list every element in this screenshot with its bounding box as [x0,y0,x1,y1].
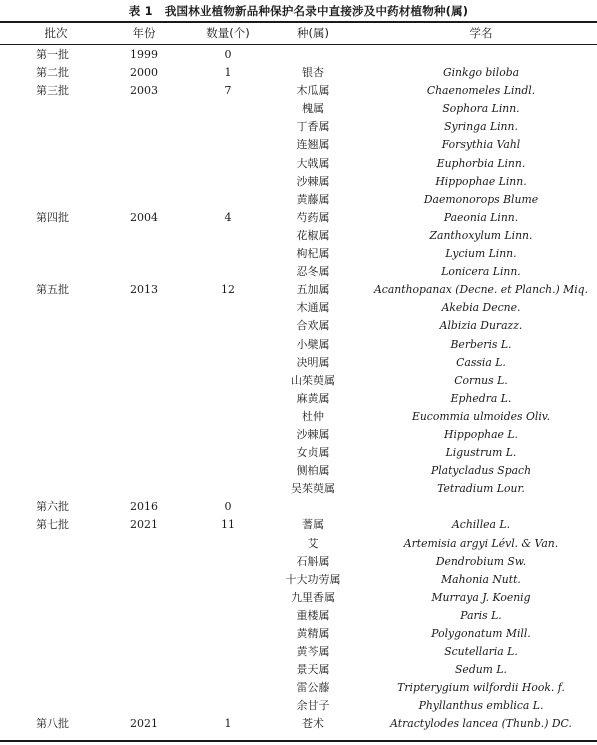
cell-genus: 银杏 [302,66,324,80]
header-rule [0,44,597,45]
cell-scientific-name: Syringa Linn. [444,120,518,134]
cell-year [118,390,170,408]
cell-genus: 沙棘属 [296,427,330,441]
cell-year [118,589,170,607]
cell-scientific-name: Hippophae Linn. [435,174,527,188]
cell-count [203,625,253,643]
cell-scientific-name: Mahonia Nutt. [441,572,521,586]
cell-count [203,100,253,118]
cell-year: 1999 [130,48,158,61]
cell-count [203,155,253,173]
cell-genus: 女贞属 [296,446,330,460]
cell-count [203,462,253,480]
cell-scientific-name: Cornus L. [454,373,508,387]
cell-genus: 黄芩属 [296,645,330,659]
cell-scientific-name: Albizia Durazz. [439,319,523,333]
cell-count [203,118,253,136]
table-caption [0,3,597,19]
cell-scientific-name: Forsythia Vahl [441,138,521,152]
table-row [0,191,597,209]
cell-count [203,372,253,390]
cell-count [203,354,253,372]
cell-count: 0 [224,48,232,61]
table-row [0,136,597,154]
cell-count: 1 [224,717,232,731]
cell-year [118,317,170,335]
cell-genus: 木瓜属 [296,84,330,98]
cell-year [118,245,170,263]
cell-count [203,299,253,317]
table-row [0,317,597,335]
table-row [0,661,597,679]
cell-scientific-name: Zanthoxylum Linn. [429,228,533,242]
cell-count [203,679,253,697]
cell-scientific-name: Chaenomeles Lindl. [426,84,536,98]
cell-scientific-name: Eucommia ulmoides Oliv. [411,409,551,423]
cell-genus: 木通属 [296,301,330,315]
cell-count [203,589,253,607]
cell-year: 2021 [130,518,158,532]
table-row [0,679,597,697]
table-row [0,82,597,100]
cell-genus: 石斛属 [296,554,330,568]
cell-count [203,227,253,245]
cell-count [203,697,253,715]
cell-scientific-name: Sophora Linn. [442,102,520,116]
table-row [0,281,597,299]
cell-count [203,607,253,625]
cell-batch: 第四批 [36,210,69,224]
cell-batch: 第一批 [36,48,69,61]
table-row [0,607,597,625]
cell-scientific-name: Achillea L. [451,518,511,532]
cell-year [118,679,170,697]
cell-year [118,408,170,426]
table-row [0,299,597,317]
table-row [0,643,597,661]
cell-genus: 艾 [307,536,319,550]
cell-batch: 第七批 [36,518,69,532]
cell-genus: 雷公藤 [296,681,330,695]
cell-count [203,643,253,661]
cell-scientific-name: Hippophae L. [444,427,518,441]
cell-genus: 山茱萸属 [291,373,335,387]
cell-scientific-name: Ligustrum L. [445,446,517,460]
cell-year [118,462,170,480]
cell-scientific-name: Paeonia Linn. [443,210,519,224]
cell-scientific-name: Sedum L. [455,663,507,677]
table-body [0,46,597,734]
cell-genus: 麻黄属 [296,391,330,405]
cell-scientific-name: Artemisia argyi Lévl. & Van. [403,536,559,550]
cell-genus: 吴茱萸属 [291,482,335,496]
table-row [0,426,597,444]
cell-year [118,444,170,462]
cell-genus: 九里香属 [291,590,335,604]
cell-scientific-name: Atractylodes lancea (Thunb.) DC. [390,717,572,731]
table-row [0,64,597,82]
cell-count [203,136,253,154]
cell-year [118,100,170,118]
cell-year: 2016 [130,500,158,514]
cell-scientific-name: Polygonatum Mill. [431,627,531,640]
header-scientific-name: 学名 [469,26,493,40]
cell-year [118,571,170,589]
cell-count: 7 [224,84,232,98]
cell-count [203,661,253,679]
cell-batch: 第二批 [36,66,69,80]
cell-count [203,191,253,209]
cell-count: 1 [224,66,232,80]
table-header [0,22,597,44]
cell-count: 0 [224,500,232,514]
cell-year: 2021 [130,717,158,731]
cell-year [118,607,170,625]
table-row [0,354,597,372]
cell-year: 2003 [130,84,158,98]
header-year: 年份 [132,26,156,40]
cell-genus: 大戟属 [296,156,330,170]
cell-genus [268,46,358,64]
cell-count [203,173,253,191]
cell-scientific-name: Tetradium Lour. [437,482,525,496]
cell-year [118,173,170,191]
cell-year: 2013 [130,283,158,297]
bottom-rule [0,740,597,742]
cell-genus: 五加属 [296,283,330,297]
table-row [0,263,597,281]
cell-scientific-name: Lycium Linn. [445,247,517,261]
cell-scientific-name: Cassia L. [456,355,506,369]
cell-genus: 杜仲 [302,409,324,423]
cell-year [118,426,170,444]
cell-count [203,426,253,444]
cell-scientific-name: Scutellaria L. [444,645,518,659]
cell-count: 11 [221,518,235,532]
cell-count: 12 [221,283,235,297]
table-row [0,697,597,715]
cell-year [118,263,170,281]
cell-year [118,697,170,715]
table-row [0,553,597,571]
cell-genus: 黄精属 [296,627,330,640]
cell-count [203,408,253,426]
table-row [0,516,597,534]
table-row [0,372,597,390]
table-row [0,155,597,173]
cell-year [118,480,170,498]
cell-year [118,155,170,173]
table-row [0,46,597,64]
cell-scientific-name: Dendrobium Sw. [435,554,527,568]
table-row [0,100,597,118]
cell-count: 4 [224,210,232,224]
cell-genus: 忍冬属 [296,265,330,279]
table-row [0,227,597,245]
table-row [0,118,597,136]
cell-scientific-name: Tripterygium wilfordii Hook. f. [397,681,565,695]
table-number: 表 1 [128,4,153,18]
cell-year [118,118,170,136]
cell-genus: 蓍属 [302,518,324,532]
cell-year: 2000 [130,66,158,80]
cell-scientific-name: Ephedra L. [450,391,512,405]
table-row [0,173,597,191]
cell-scientific-name: Acanthopanax (Decne. et Planch.) Miq. [374,283,588,297]
cell-genus: 枸杞属 [296,247,330,261]
cell-scientific-name [370,498,592,516]
cell-genus: 沙棘属 [296,174,330,188]
cell-count [203,444,253,462]
table-row [0,245,597,263]
cell-count [203,317,253,335]
cell-genus: 侧柏属 [296,464,330,478]
cell-genus: 重楼属 [296,608,330,622]
cell-year: 2004 [130,210,158,224]
cell-batch: 第三批 [36,84,69,98]
cell-batch: 第六批 [36,500,69,514]
cell-count [203,535,253,553]
cell-genus [268,498,358,516]
table-row [0,209,597,227]
cell-scientific-name: Berberis L. [450,337,512,351]
cell-year [118,191,170,209]
cell-genus: 合欢属 [296,319,330,333]
cell-genus: 决明属 [296,355,330,369]
cell-batch: 第八批 [36,717,69,731]
header-genus: 种(属) [297,26,329,40]
cell-scientific-name: Ginkgo biloba [442,66,520,80]
cell-genus: 苍术 [302,717,324,731]
table-row [0,535,597,553]
table-row [0,444,597,462]
cell-year [118,535,170,553]
table-row [0,571,597,589]
cell-count [203,480,253,498]
header-batch: 批次 [44,26,68,40]
cell-year [118,643,170,661]
cell-year [118,553,170,571]
cell-genus: 黄藤属 [296,192,330,206]
cell-year [118,372,170,390]
cell-scientific-name: Platycladus Spach [430,464,532,478]
cell-year [118,299,170,317]
cell-scientific-name [370,46,592,64]
cell-year [118,227,170,245]
cell-genus: 芍药属 [296,210,330,224]
cell-genus: 槐属 [302,102,324,116]
table-row [0,498,597,516]
cell-genus: 花椒属 [296,228,330,242]
table-row [0,408,597,426]
header-count: 数量(个) [206,26,250,40]
table-row [0,336,597,354]
table-row [0,390,597,408]
table-row [0,625,597,643]
cell-count [203,336,253,354]
cell-scientific-name: Lonicera Linn. [441,265,521,279]
cell-count [203,390,253,408]
cell-count [203,263,253,281]
cell-scientific-name: Euphorbia Linn. [436,156,526,170]
table-row [0,480,597,498]
table-row [0,715,597,733]
cell-count [203,245,253,263]
cell-scientific-name: Murraya J. Koenig [431,590,531,604]
cell-year [118,354,170,372]
cell-count [203,571,253,589]
cell-scientific-name: Phyllanthus emblica L. [418,699,544,713]
cell-scientific-name: Akebia Decne. [441,301,521,315]
table-title: 我国林业植物新品种保护名录中直接涉及中药材植物种(属) [164,4,469,18]
cell-batch: 第五批 [36,283,69,297]
cell-genus: 丁香属 [296,120,330,134]
table-row [0,462,597,480]
cell-year [118,336,170,354]
cell-count [203,553,253,571]
cell-year [118,136,170,154]
cell-genus: 景天属 [296,663,330,677]
cell-genus: 小檗属 [296,337,330,351]
cell-genus: 十大功劳属 [285,572,341,586]
table-row [0,589,597,607]
cell-genus: 连翘属 [296,138,330,152]
cell-scientific-name: Daemonorops Blume [423,192,539,206]
cell-year [118,625,170,643]
cell-genus: 余甘子 [296,699,330,713]
cell-year [118,661,170,679]
cell-scientific-name: Paris L. [460,608,502,622]
